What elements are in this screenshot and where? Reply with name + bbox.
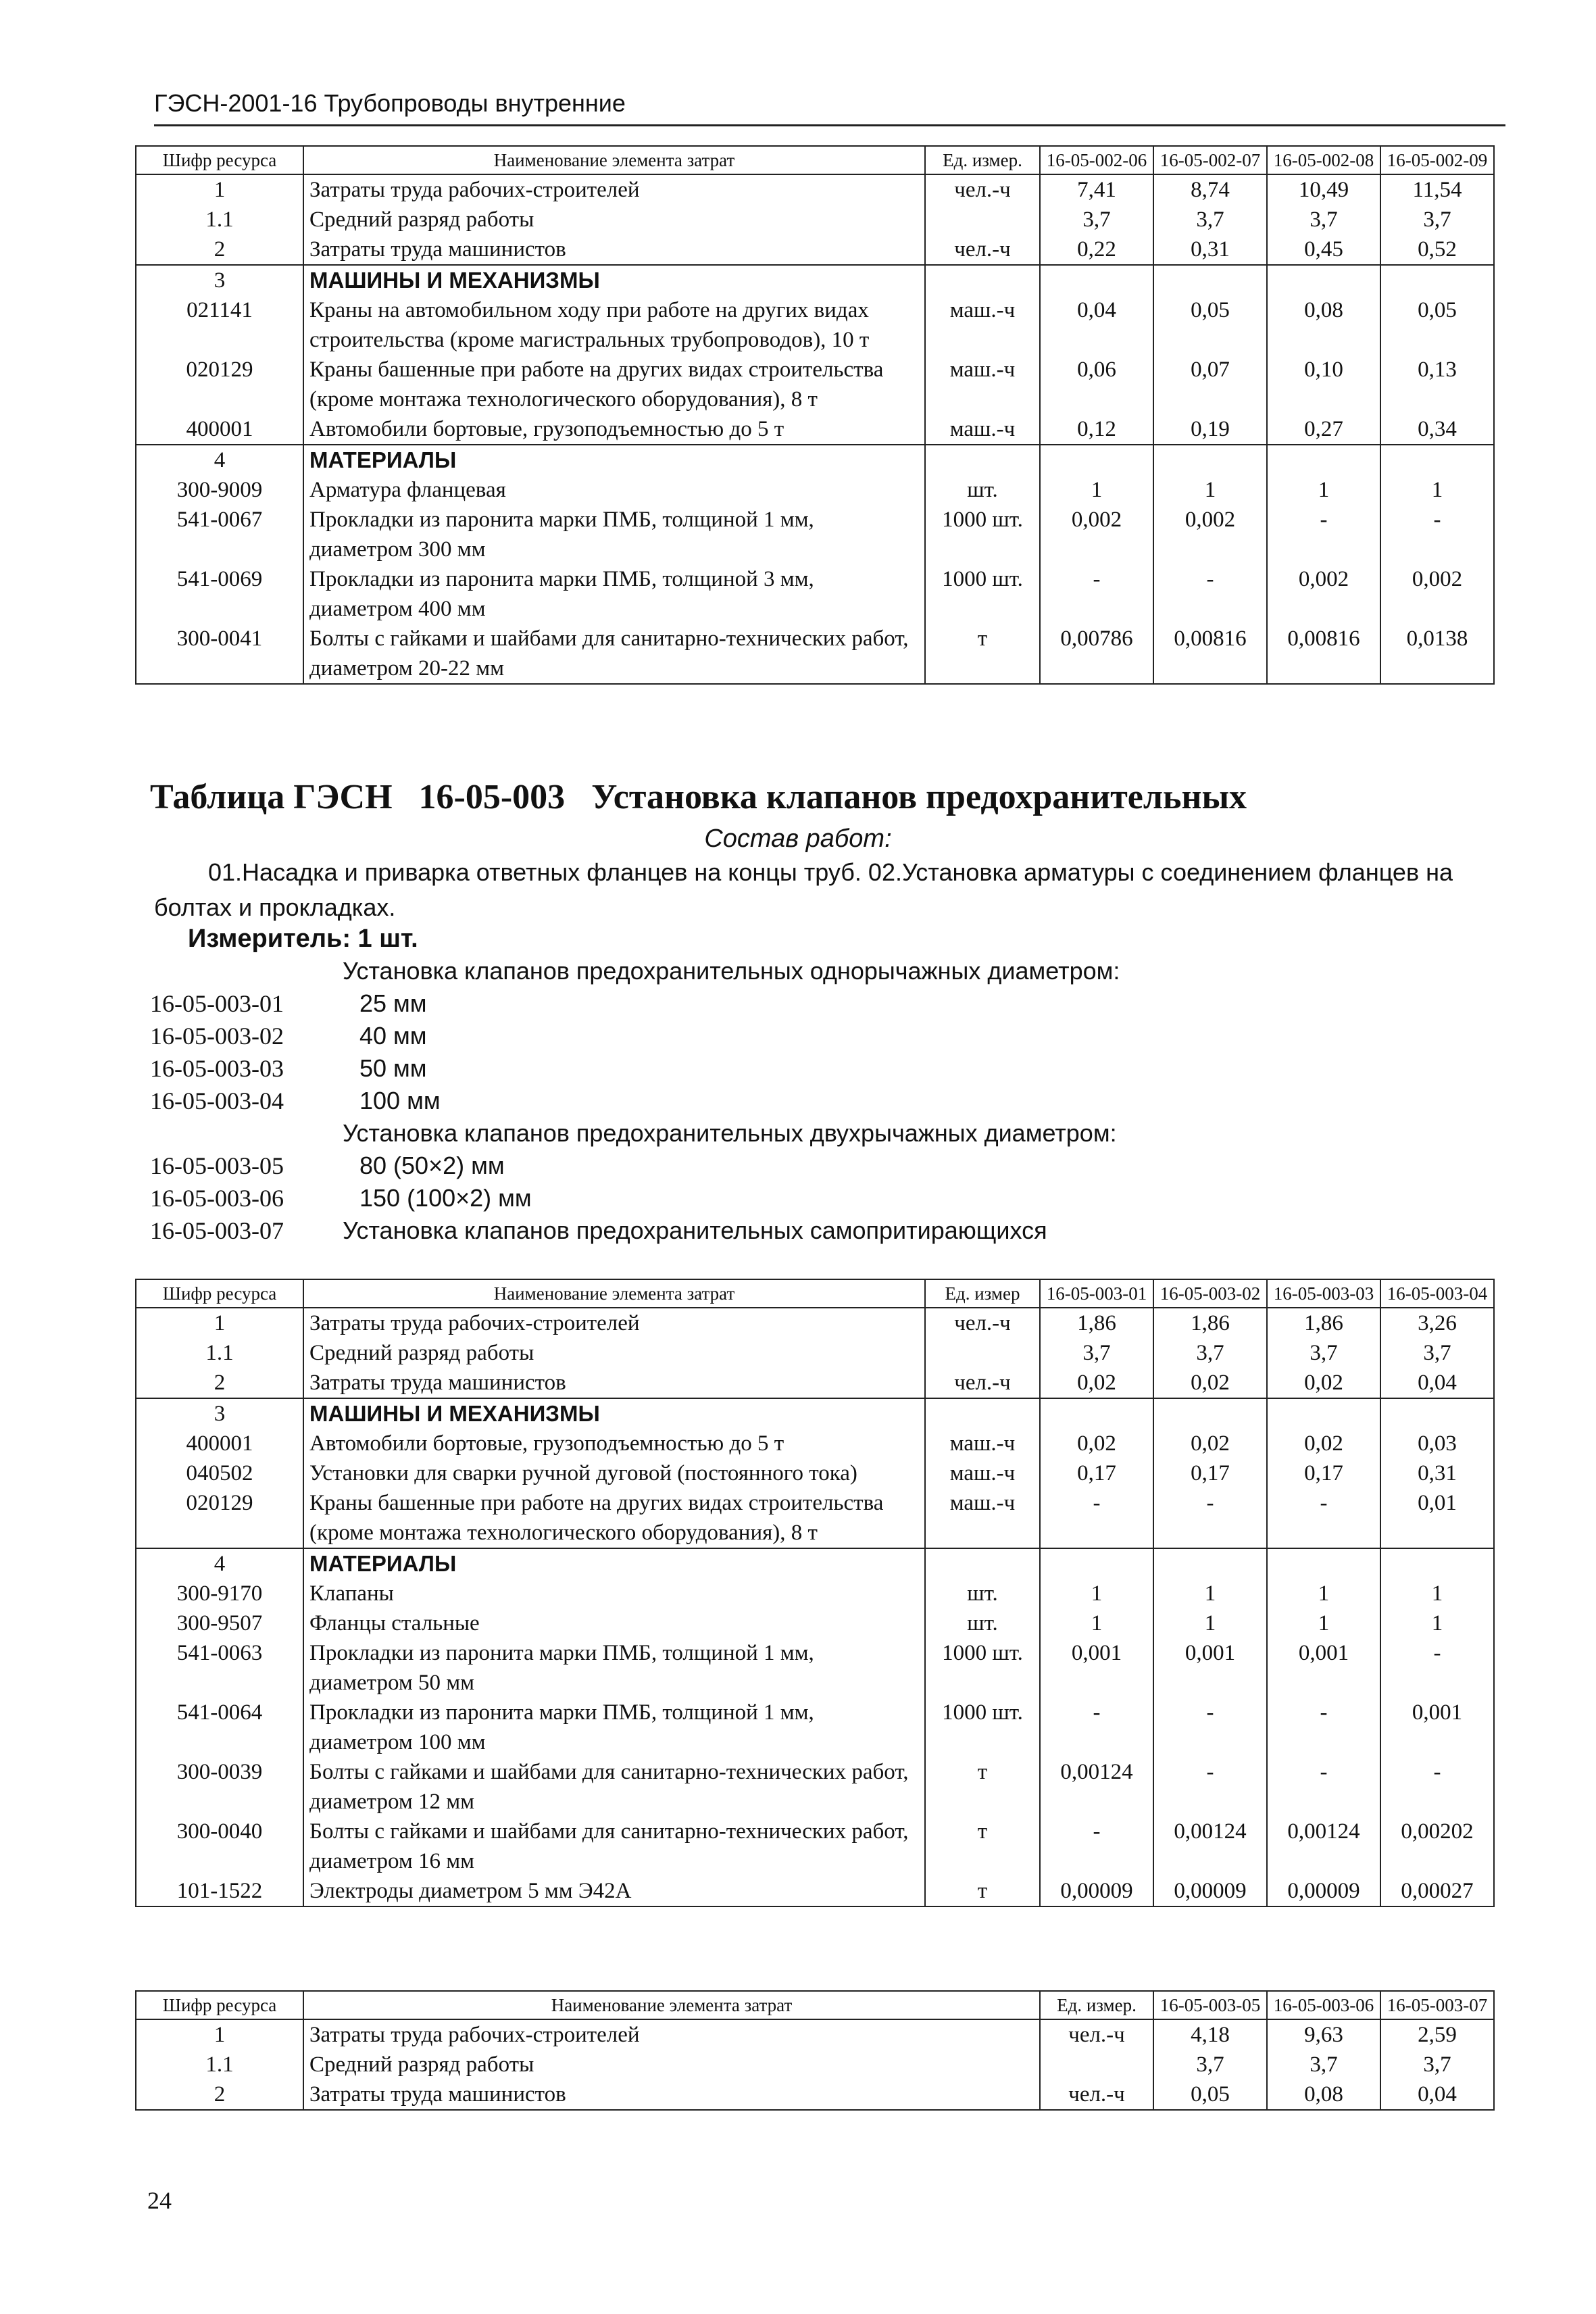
cost-value: 3,7 bbox=[1267, 205, 1380, 235]
unit-value: т bbox=[925, 1876, 1040, 1906]
cost-value: 1 bbox=[1380, 1579, 1494, 1608]
resource-code: 1.1 bbox=[136, 205, 303, 235]
resource-name: Болты с гайками и шайбами для санитарно-технических работ, диаметром 20-22 мм bbox=[303, 624, 925, 684]
resource-table-2 bbox=[135, 1279, 1495, 1907]
cost-value: 0,34 bbox=[1380, 414, 1494, 445]
table-row bbox=[136, 1817, 1494, 1876]
cost-value: 3,7 bbox=[1380, 205, 1494, 235]
cost-value: 1 bbox=[1267, 1579, 1380, 1608]
table-row bbox=[136, 235, 1494, 265]
col-header-unit: Ед. измер. bbox=[1040, 1991, 1153, 2019]
unit-value: чел.-ч bbox=[925, 1368, 1040, 1398]
cost-value: 0,02 bbox=[1040, 1368, 1153, 1398]
resource-code: 2 bbox=[136, 1368, 303, 1398]
resource-code: 1 bbox=[136, 2019, 303, 2050]
resource-code: 3 bbox=[136, 1398, 303, 1429]
list-item bbox=[150, 1184, 1495, 1216]
col-header-variant: 16-05-003-05 bbox=[1153, 1991, 1267, 2019]
resource-name: Краны башенные при работе на других видах строительства (кроме монтажа технологического оборудования), 8 т bbox=[303, 1488, 925, 1548]
resource-name: Болты с гайками и шайбами для санитарно-технических работ, диаметром 16 мм bbox=[303, 1817, 925, 1876]
cost-value: 1 bbox=[1267, 475, 1380, 505]
resource-name: Прокладки из паронита марки ПМБ, толщиной 1 мм, диаметром 100 мм bbox=[303, 1698, 925, 1757]
resource-code: 4 bbox=[136, 445, 303, 475]
cost-value: 0,001 bbox=[1153, 1638, 1267, 1698]
resource-code: 040502 bbox=[136, 1458, 303, 1488]
cost-value: - bbox=[1153, 1488, 1267, 1548]
unit-value bbox=[1040, 2050, 1153, 2079]
unit-value: т bbox=[925, 1817, 1040, 1876]
cost-value: 0,13 bbox=[1380, 355, 1494, 414]
resource-name: Арматура фланцевая bbox=[303, 475, 925, 505]
cost-value: 0,02 bbox=[1153, 1368, 1267, 1398]
cost-value: 0,00816 bbox=[1267, 624, 1380, 684]
cost-value: 0,00027 bbox=[1380, 1876, 1494, 1906]
col-header-variant: 16-05-003-02 bbox=[1153, 1279, 1267, 1308]
resource-code: 541-0064 bbox=[136, 1698, 303, 1757]
cost-value: 0,10 bbox=[1267, 355, 1380, 414]
unit-value bbox=[925, 445, 1040, 475]
cost-value bbox=[1040, 265, 1153, 295]
resource-code: 2 bbox=[136, 2079, 303, 2110]
unit-value: шт. bbox=[925, 1608, 1040, 1638]
cost-value: - bbox=[1040, 564, 1153, 624]
cost-value: 0,00009 bbox=[1267, 1876, 1380, 1906]
cost-value: 0,05 bbox=[1380, 295, 1494, 355]
resource-code: 2 bbox=[136, 235, 303, 265]
cost-value: 0,31 bbox=[1380, 1458, 1494, 1488]
cost-value: 0,02 bbox=[1040, 1429, 1153, 1458]
cost-value: 3,7 bbox=[1380, 1338, 1494, 1368]
table-row bbox=[136, 1638, 1494, 1698]
resource-code: 300-9009 bbox=[136, 475, 303, 505]
unit-value: маш.-ч bbox=[925, 1488, 1040, 1548]
resource-name: Прокладки из паронита марки ПМБ, толщиной 1 мм, диаметром 300 мм bbox=[303, 505, 925, 564]
cost-value: 1 bbox=[1153, 1608, 1267, 1638]
col-header-variant: 16-05-002-09 bbox=[1380, 146, 1494, 174]
resource-code: 020129 bbox=[136, 355, 303, 414]
cost-value: 0,02 bbox=[1267, 1429, 1380, 1458]
resource-code: 541-0069 bbox=[136, 564, 303, 624]
cost-value: 0,001 bbox=[1380, 1698, 1494, 1757]
cost-value: 8,74 bbox=[1153, 174, 1267, 205]
unit-value: 1000 шт. bbox=[925, 1698, 1040, 1757]
resource-code: 1 bbox=[136, 1308, 303, 1338]
cost-value bbox=[1040, 445, 1153, 475]
col-header-code: Шифр ресурса bbox=[136, 1991, 303, 2019]
list-item bbox=[150, 1054, 1495, 1087]
cost-value: 0,002 bbox=[1153, 505, 1267, 564]
cost-value: 1 bbox=[1040, 1608, 1153, 1638]
cost-value: - bbox=[1267, 1698, 1380, 1757]
variant-group-heading: Установка клапанов предохранительных однорычажных диаметром: bbox=[343, 957, 1120, 985]
cost-value: 1 bbox=[1040, 475, 1153, 505]
unit-value: 1000 шт. bbox=[925, 505, 1040, 564]
page-header bbox=[154, 89, 1499, 118]
col-header-variant: 16-05-002-07 bbox=[1153, 146, 1267, 174]
table-row bbox=[136, 1308, 1494, 1338]
cost-value bbox=[1380, 1398, 1494, 1429]
unit-value: чел.-ч bbox=[1040, 2079, 1153, 2110]
col-header-name: Наименование элемента затрат bbox=[303, 146, 925, 174]
resource-name: Затраты труда рабочих-строителей bbox=[303, 174, 925, 205]
page-number: 24 bbox=[147, 2187, 172, 2214]
table-row bbox=[136, 1338, 1494, 1368]
table-row bbox=[136, 445, 1494, 475]
cost-value: 1,86 bbox=[1153, 1308, 1267, 1338]
cost-value bbox=[1153, 445, 1267, 475]
table-title bbox=[150, 777, 1264, 817]
resource-name: Установки для сварки ручной дуговой (постоянного тока) bbox=[303, 1458, 925, 1488]
cost-value: 0,02 bbox=[1153, 1429, 1267, 1458]
table-row bbox=[136, 564, 1494, 624]
col-header-variant: 16-05-003-07 bbox=[1380, 1991, 1494, 2019]
cost-value: 0,45 bbox=[1267, 235, 1380, 265]
cost-value: - bbox=[1040, 1817, 1153, 1876]
cost-value: 0,31 bbox=[1153, 235, 1267, 265]
resource-code: 101-1522 bbox=[136, 1876, 303, 1906]
table-row bbox=[136, 265, 1494, 295]
resource-code: 300-0040 bbox=[136, 1817, 303, 1876]
resource-table-1 bbox=[135, 145, 1495, 685]
cost-value: 3,7 bbox=[1040, 205, 1153, 235]
table-number: 16-05-003 bbox=[418, 778, 566, 816]
list-item bbox=[150, 989, 1495, 1022]
cost-value: - bbox=[1153, 564, 1267, 624]
table-row bbox=[136, 1757, 1494, 1817]
variant-desc: 150 (100×2) мм bbox=[359, 1184, 532, 1212]
cost-value bbox=[1153, 265, 1267, 295]
cost-value: - bbox=[1153, 1698, 1267, 1757]
measure-unit: Измеритель: 1 шт. bbox=[188, 925, 418, 953]
cost-value: 0,04 bbox=[1040, 295, 1153, 355]
unit-value: маш.-ч bbox=[925, 295, 1040, 355]
list-item bbox=[150, 1022, 1495, 1054]
table-row bbox=[136, 505, 1494, 564]
cost-value bbox=[1267, 1398, 1380, 1429]
resource-code: 4 bbox=[136, 1548, 303, 1579]
resource-code: 021141 bbox=[136, 295, 303, 355]
col-header-variant: 16-05-003-04 bbox=[1380, 1279, 1494, 1308]
table-row bbox=[136, 205, 1494, 235]
variant-desc: Установка клапанов предохранительных самопритирающихся bbox=[343, 1216, 1047, 1244]
cost-value: - bbox=[1380, 1757, 1494, 1817]
cost-value: 0,05 bbox=[1153, 295, 1267, 355]
col-header-code: Шифр ресурса bbox=[136, 146, 303, 174]
resource-name: МАТЕРИАЛЫ bbox=[303, 1548, 925, 1579]
cost-value: 3,7 bbox=[1267, 2050, 1380, 2079]
resource-name: Прокладки из паронита марки ПМБ, толщиной 3 мм, диаметром 400 мм bbox=[303, 564, 925, 624]
unit-value: маш.-ч bbox=[925, 1458, 1040, 1488]
cost-value: 0,00009 bbox=[1040, 1876, 1153, 1906]
unit-value bbox=[925, 1398, 1040, 1429]
resource-name: Средний разряд работы bbox=[303, 1338, 925, 1368]
resource-code: 300-9507 bbox=[136, 1608, 303, 1638]
table-row bbox=[136, 1579, 1494, 1608]
cost-value: 3,7 bbox=[1040, 1338, 1153, 1368]
cost-value: 0,52 bbox=[1380, 235, 1494, 265]
cost-value: 3,7 bbox=[1153, 205, 1267, 235]
resource-code: 1.1 bbox=[136, 2050, 303, 2079]
cost-value: 0,00786 bbox=[1040, 624, 1153, 684]
cost-value: 0,08 bbox=[1267, 2079, 1380, 2110]
cost-value: 1 bbox=[1040, 1579, 1153, 1608]
unit-value: т bbox=[925, 1757, 1040, 1817]
unit-value: чел.-ч bbox=[925, 174, 1040, 205]
unit-value bbox=[925, 205, 1040, 235]
cost-value bbox=[1040, 1398, 1153, 1429]
cost-value: 0,17 bbox=[1267, 1458, 1380, 1488]
cost-value: 3,7 bbox=[1267, 1338, 1380, 1368]
resource-name: Автомобили бортовые, грузоподъемностью до 5 т bbox=[303, 1429, 925, 1458]
cost-value: 9,63 bbox=[1267, 2019, 1380, 2050]
variant-desc: 50 мм bbox=[359, 1054, 427, 1082]
cost-value bbox=[1267, 445, 1380, 475]
resource-code: 300-0039 bbox=[136, 1757, 303, 1817]
cost-value: 3,7 bbox=[1380, 2050, 1494, 2079]
resource-name: Болты с гайками и шайбами для санитарно-технических работ, диаметром 12 мм bbox=[303, 1757, 925, 1817]
table-header-row bbox=[136, 1279, 1494, 1308]
col-header-name: Наименование элемента затрат bbox=[303, 1991, 1040, 2019]
table-row bbox=[136, 295, 1494, 355]
cost-value: - bbox=[1267, 1757, 1380, 1817]
cost-value: 0,001 bbox=[1040, 1638, 1153, 1698]
cost-value bbox=[1153, 1548, 1267, 1579]
variant-code: 16-05-003-07 bbox=[150, 1217, 284, 1244]
variant-code: 16-05-003-06 bbox=[150, 1185, 284, 1212]
cost-value: 0,0138 bbox=[1380, 624, 1494, 684]
cost-value bbox=[1380, 445, 1494, 475]
cost-value: 0,00124 bbox=[1267, 1817, 1380, 1876]
table-row bbox=[136, 1548, 1494, 1579]
resource-code: 020129 bbox=[136, 1488, 303, 1548]
cost-value: 1 bbox=[1153, 1579, 1267, 1608]
col-header-variant: 16-05-003-03 bbox=[1267, 1279, 1380, 1308]
resource-name: Клапаны bbox=[303, 1579, 925, 1608]
cost-value: 0,19 bbox=[1153, 414, 1267, 445]
resource-code: 300-9170 bbox=[136, 1579, 303, 1608]
cost-value: 0,04 bbox=[1380, 2079, 1494, 2110]
list-item bbox=[150, 1216, 1495, 1249]
cost-value: - bbox=[1040, 1488, 1153, 1548]
cost-value: 0,17 bbox=[1040, 1458, 1153, 1488]
cost-value: 0,00816 bbox=[1153, 624, 1267, 684]
col-header-unit: Ед. измер. bbox=[925, 146, 1040, 174]
cost-value: 0,00009 bbox=[1153, 1876, 1267, 1906]
variant-desc: 25 мм bbox=[359, 989, 427, 1017]
resource-name: Автомобили бортовые, грузоподъемностью до 5 т bbox=[303, 414, 925, 445]
resource-name: Затраты труда машинистов bbox=[303, 1368, 925, 1398]
cost-value: 0,03 bbox=[1380, 1429, 1494, 1458]
unit-value: т bbox=[925, 624, 1040, 684]
cost-value bbox=[1040, 1548, 1153, 1579]
cost-value: 0,02 bbox=[1267, 1368, 1380, 1398]
cost-value: 7,41 bbox=[1040, 174, 1153, 205]
resource-name: Средний разряд работы bbox=[303, 2050, 1040, 2079]
variant-code: 16-05-003-05 bbox=[150, 1152, 284, 1179]
cost-value: 0,00124 bbox=[1040, 1757, 1153, 1817]
col-header-variant: 16-05-002-06 bbox=[1040, 146, 1153, 174]
resource-code: 300-0041 bbox=[136, 624, 303, 684]
table-row bbox=[136, 1698, 1494, 1757]
cost-value: 0,002 bbox=[1040, 505, 1153, 564]
cost-value: 2,59 bbox=[1380, 2019, 1494, 2050]
cost-value: 1 bbox=[1267, 1608, 1380, 1638]
col-header-variant: 16-05-003-01 bbox=[1040, 1279, 1153, 1308]
unit-value: 1000 шт. bbox=[925, 564, 1040, 624]
cost-value: 0,08 bbox=[1267, 295, 1380, 355]
cost-value: 0,00202 bbox=[1380, 1817, 1494, 1876]
col-header-unit: Ед. измер bbox=[925, 1279, 1040, 1308]
table-row bbox=[136, 624, 1494, 684]
resource-code: 400001 bbox=[136, 414, 303, 445]
cost-value: 0,002 bbox=[1267, 564, 1380, 624]
cost-value: 3,26 bbox=[1380, 1308, 1494, 1338]
table-row bbox=[136, 2050, 1494, 2079]
resource-name: Затраты труда машинистов bbox=[303, 235, 925, 265]
cost-value: - bbox=[1153, 1757, 1267, 1817]
table-header-row bbox=[136, 1991, 1494, 2019]
cost-value: 0,22 bbox=[1040, 235, 1153, 265]
variant-code: 16-05-003-03 bbox=[150, 1055, 284, 1082]
resource-code: 1 bbox=[136, 174, 303, 205]
cost-value: 10,49 bbox=[1267, 174, 1380, 205]
cost-value: 3,7 bbox=[1153, 1338, 1267, 1368]
cost-value: 3,7 bbox=[1153, 2050, 1267, 2079]
unit-value: 1000 шт. bbox=[925, 1638, 1040, 1698]
header-rule bbox=[154, 124, 1505, 126]
col-header-variant: 16-05-003-06 bbox=[1267, 1991, 1380, 2019]
resource-name: Прокладки из паронита марки ПМБ, толщиной 1 мм, диаметром 50 мм bbox=[303, 1638, 925, 1698]
cost-value: 0,17 bbox=[1153, 1458, 1267, 1488]
table-row bbox=[136, 1876, 1494, 1906]
cost-value: 4,18 bbox=[1153, 2019, 1267, 2050]
table-row bbox=[136, 1398, 1494, 1429]
cost-value bbox=[1153, 1398, 1267, 1429]
table-row bbox=[136, 174, 1494, 205]
variant-desc: 100 мм bbox=[359, 1087, 441, 1114]
resource-name: Затраты труда машинистов bbox=[303, 2079, 1040, 2110]
unit-value: чел.-ч bbox=[925, 235, 1040, 265]
cost-value: 1,86 bbox=[1040, 1308, 1153, 1338]
cost-value: 0,04 bbox=[1380, 1368, 1494, 1398]
unit-value: чел.-ч bbox=[1040, 2019, 1153, 2050]
cost-value: 0,12 bbox=[1040, 414, 1153, 445]
variant-code: 16-05-003-04 bbox=[150, 1087, 284, 1114]
unit-value: шт. bbox=[925, 475, 1040, 505]
table-header-row bbox=[136, 146, 1494, 174]
table-row bbox=[136, 475, 1494, 505]
col-header-code: Шифр ресурса bbox=[136, 1279, 303, 1308]
cost-value: - bbox=[1040, 1698, 1153, 1757]
cost-value: 1 bbox=[1380, 1608, 1494, 1638]
cost-value: 0,00124 bbox=[1153, 1817, 1267, 1876]
resource-table-3 bbox=[135, 1990, 1495, 2111]
composition-title: Состав работ: bbox=[704, 824, 892, 853]
variant-code: 16-05-003-02 bbox=[150, 1023, 284, 1050]
variant-group-heading: Установка клапанов предохранительных двухрычажных диаметром: bbox=[343, 1119, 1117, 1147]
cost-value bbox=[1380, 265, 1494, 295]
resource-name: Краны башенные при работе на других видах строительства (кроме монтажа технологического оборудования), 8 т bbox=[303, 355, 925, 414]
cost-value: - bbox=[1267, 505, 1380, 564]
resource-name: Электроды диаметром 5 мм Э42А bbox=[303, 1876, 925, 1906]
composition-text: 01.Насадка и приварка ответных фланцев на концы труб. 02.Установка арматуры с соединением фланцев на болтах и прокладках. bbox=[154, 858, 1453, 921]
cost-value: 1,86 bbox=[1267, 1308, 1380, 1338]
resource-code: 1.1 bbox=[136, 1338, 303, 1368]
unit-value: маш.-ч bbox=[925, 414, 1040, 445]
resource-code: 541-0067 bbox=[136, 505, 303, 564]
cost-value: 0,05 bbox=[1153, 2079, 1267, 2110]
cost-value: - bbox=[1380, 505, 1494, 564]
table-row bbox=[136, 2079, 1494, 2110]
variant-desc: 40 мм bbox=[359, 1022, 427, 1050]
resource-name: МАШИНЫ И МЕХАНИЗМЫ bbox=[303, 1398, 925, 1429]
resource-code: 541-0063 bbox=[136, 1638, 303, 1698]
table-row bbox=[136, 414, 1494, 445]
cost-value bbox=[1380, 1548, 1494, 1579]
cost-value: 1 bbox=[1153, 475, 1267, 505]
cost-value: 0,001 bbox=[1267, 1638, 1380, 1698]
table-row bbox=[136, 355, 1494, 414]
cost-value bbox=[1267, 1548, 1380, 1579]
unit-value bbox=[925, 265, 1040, 295]
col-header-name: Наименование элемента затрат bbox=[303, 1279, 925, 1308]
cost-value: 0,002 bbox=[1380, 564, 1494, 624]
resource-name: МАШИНЫ И МЕХАНИЗМЫ bbox=[303, 265, 925, 295]
table-row bbox=[136, 1429, 1494, 1458]
table-row bbox=[136, 1368, 1494, 1398]
unit-value bbox=[925, 1338, 1040, 1368]
cost-value: 1 bbox=[1380, 475, 1494, 505]
unit-value: чел.-ч bbox=[925, 1308, 1040, 1338]
variant-desc: 80 (50×2) мм bbox=[359, 1152, 505, 1179]
cost-value: - bbox=[1267, 1488, 1380, 1548]
table-title-text: Установка клапанов предохранительных bbox=[591, 778, 1247, 816]
resource-name: Средний разряд работы bbox=[303, 205, 925, 235]
resource-name: Краны на автомобильном ходу при работе на других видах строительства (кроме магистральных трубопроводов), 10 т bbox=[303, 295, 925, 355]
unit-value: маш.-ч bbox=[925, 355, 1040, 414]
variants-list bbox=[150, 957, 1495, 1249]
variant-code: 16-05-003-01 bbox=[150, 990, 284, 1017]
resource-name: Фланцы стальные bbox=[303, 1608, 925, 1638]
cost-value: 0,07 bbox=[1153, 355, 1267, 414]
cost-value: - bbox=[1380, 1638, 1494, 1698]
resource-name: Затраты труда рабочих-строителей bbox=[303, 1308, 925, 1338]
resource-name: Затраты труда рабочих-строителей bbox=[303, 2019, 1040, 2050]
resource-code: 400001 bbox=[136, 1429, 303, 1458]
table-label: Таблица ГЭСН bbox=[150, 778, 393, 816]
unit-value: маш.-ч bbox=[925, 1429, 1040, 1458]
resource-name: МАТЕРИАЛЫ bbox=[303, 445, 925, 475]
cost-value bbox=[1267, 265, 1380, 295]
col-header-variant: 16-05-002-08 bbox=[1267, 146, 1380, 174]
list-item bbox=[150, 1152, 1495, 1184]
resource-code: 3 bbox=[136, 265, 303, 295]
cost-value: 0,01 bbox=[1380, 1488, 1494, 1548]
unit-value: шт. bbox=[925, 1579, 1040, 1608]
unit-value bbox=[925, 1548, 1040, 1579]
table-row bbox=[136, 1488, 1494, 1548]
table-row bbox=[136, 1458, 1494, 1488]
cost-value: 0,27 bbox=[1267, 414, 1380, 445]
header-text: ГЭСН-2001-16 Трубопроводы внутренние bbox=[154, 89, 626, 117]
table-row bbox=[136, 1608, 1494, 1638]
cost-value: 11,54 bbox=[1380, 174, 1494, 205]
cost-value: 0,06 bbox=[1040, 355, 1153, 414]
table-row bbox=[136, 2019, 1494, 2050]
list-item bbox=[150, 1087, 1495, 1119]
